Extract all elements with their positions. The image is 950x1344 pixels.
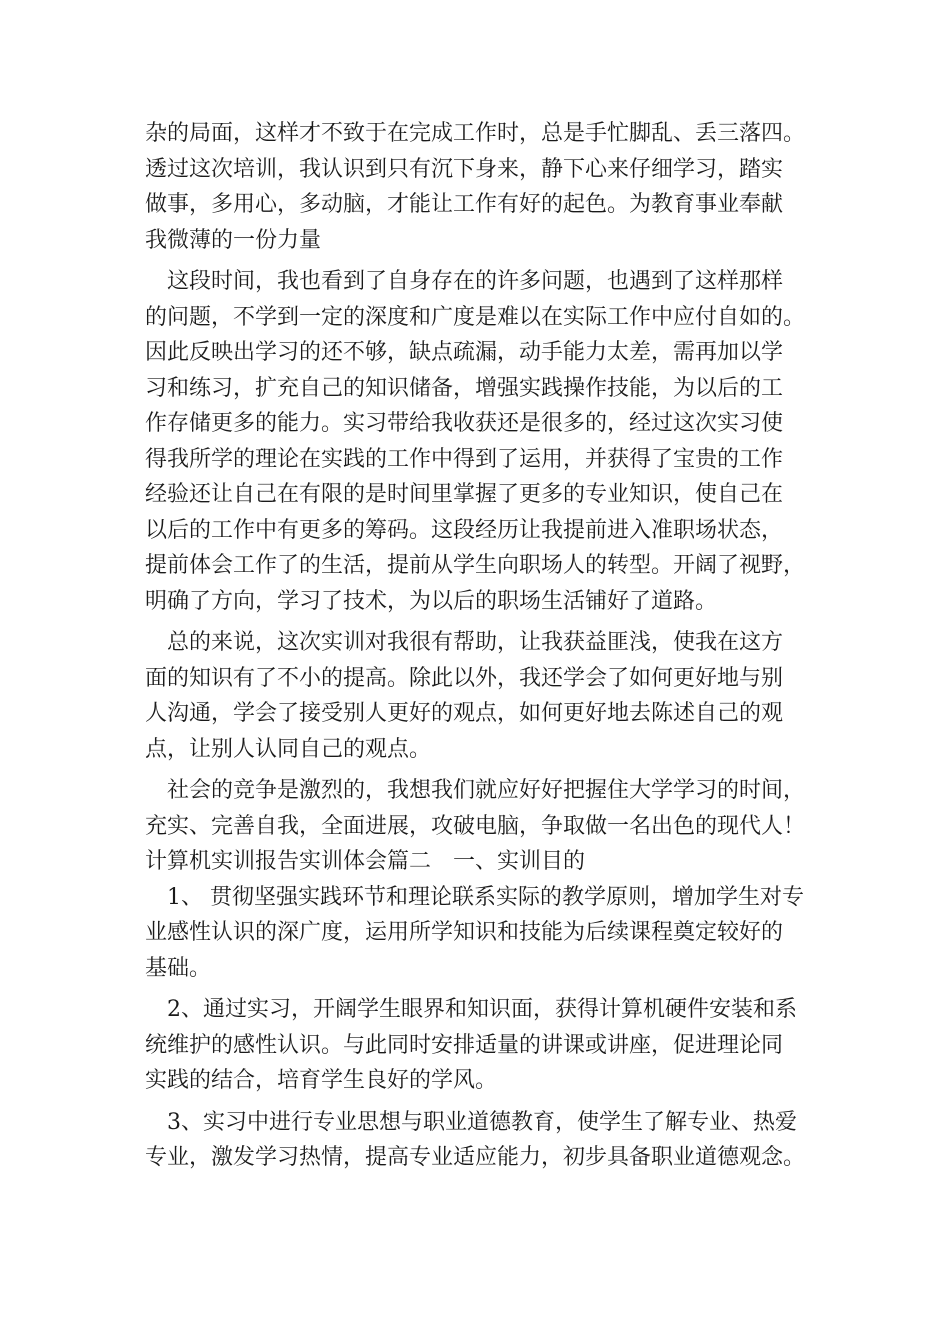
text-line: 2、通过实习，开阔学生眼界和知识面，获得计算机硬件安装和系 xyxy=(167,997,797,1022)
text-line: 提前体会工作了的生活，提前从学生向职场人的转型。开阔了视野， xyxy=(145,553,806,578)
text-line: 这段时间，我也看到了自身存在的许多问题，也遇到了这样那样 xyxy=(167,269,784,294)
text-line: 实践的结合，培育学生良好的学风。 xyxy=(145,1068,498,1093)
text-line: 社会的竞争是激烈的，我想我们就应好好把握住大学学习的时间， xyxy=(167,778,806,803)
text-line: 基础。 xyxy=(145,955,212,981)
document-page xyxy=(145,116,825,1176)
text-line: 做事，多用心，多动脑，才能让工作有好的起色。为教育事业奉献 xyxy=(145,192,784,217)
text-line: 业感性认识的深广度，运用所学知识和技能为后续课程奠定较好的 xyxy=(145,920,784,945)
text-line: 人沟通，学会了接受别人更好的观点，如何更好地去陈述自己的观 xyxy=(145,701,784,726)
text-line: 充实、完善自我，全面进展，攻破电脑，争取做一名出色的现代人！ xyxy=(145,813,806,839)
text-line: 作存储更多的能力。实习带给我收获还是很多的，经过这次实习使 xyxy=(145,411,784,436)
text-line: 3、实习中进行专业思想与职业道德教育，使学生了解专业、热爱 xyxy=(167,1109,797,1135)
text-line: 得我所学的理论在实践的工作中得到了运用，并获得了宝贵的工作 xyxy=(145,446,784,472)
text-line: 计算机实训报告实训体会篇二 一、实训目的 xyxy=(145,849,586,874)
text-line: 因此反映出学习的还不够，缺点疏漏，动手能力太差，需再加以学 xyxy=(145,340,784,365)
text-line: 我微薄的一份力量 xyxy=(145,227,322,253)
text-line: 杂的局面，这样才不致于在完成工作时，总是手忙脚乱、丢三落四。 xyxy=(145,121,806,146)
text-line: 点，让别人认同自己的观点。 xyxy=(145,736,432,762)
text-line: 透过这次培训，我认识到只有沉下身来，静下心来仔细学习，踏实 xyxy=(145,156,784,182)
text-line: 以后的工作中有更多的筹码。这段经历让我提前进入准职场状态， xyxy=(145,517,784,543)
text-line: 1、 贯彻坚强实践环节和理论联系实际的教学原则，增加学生对专 xyxy=(167,884,804,910)
text-line: 面的知识有了不小的提高。除此以外，我还学会了如何更好地与别 xyxy=(145,665,784,691)
text-line: 的问题，不学到一定的深度和广度是难以在实际工作中应付自如的。 xyxy=(145,304,806,330)
text-line: 专业，激发学习热情，提高专业适应能力，初步具备职业道德观念。 xyxy=(145,1145,806,1170)
text-line: 统维护的感性认识。与此同时安排适量的讲课或讲座，促进理论同 xyxy=(145,1032,784,1058)
text-line: 经验还让自己在有限的是时间里掌握了更多的专业知识，使自己在 xyxy=(145,482,784,507)
text-line: 总的来说，这次实训对我很有帮助，让我获益匪浅，使我在这方 xyxy=(167,630,784,655)
text-line: 明确了方向，学习了技术，为以后的职场生活铺好了道路。 xyxy=(145,588,718,614)
text-line: 习和练习，扩充自己的知识储备，增强实践操作技能，为以后的工 xyxy=(145,375,784,401)
